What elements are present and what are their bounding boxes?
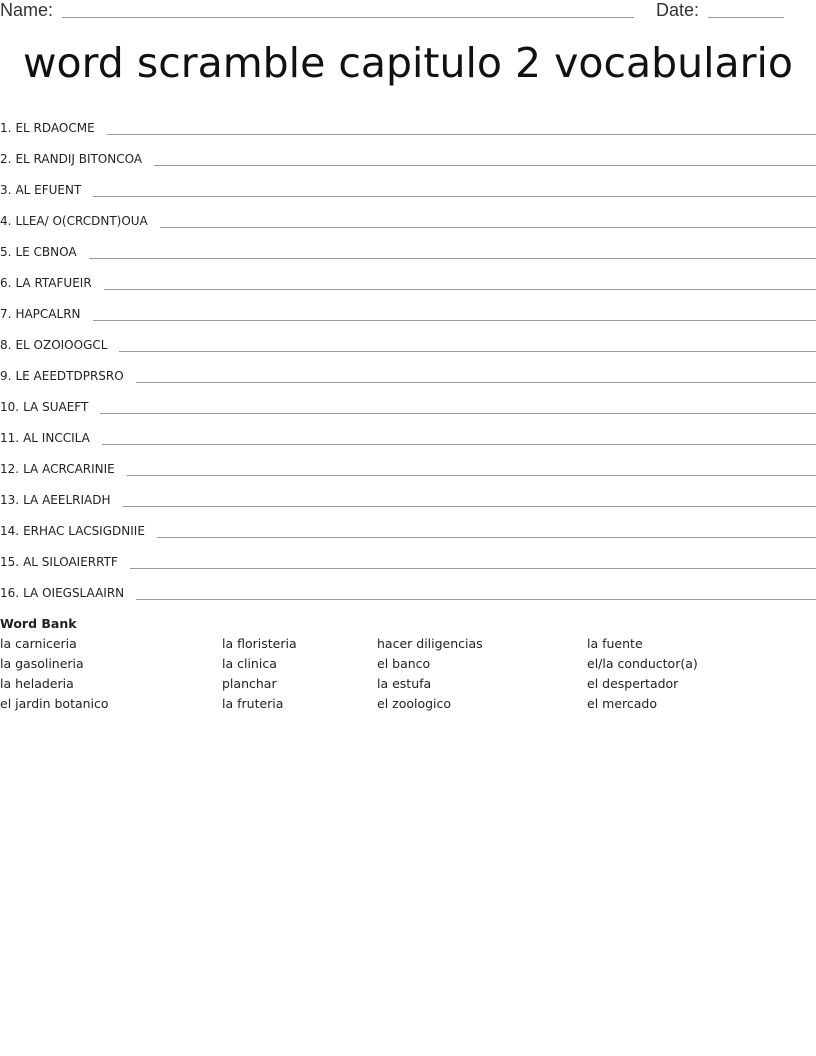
question-number: 16. [0, 586, 20, 600]
question-number: 12. [0, 462, 20, 476]
scrambled-word: LA RTAFUEIR [15, 276, 92, 290]
word-bank-entry: el banco [377, 656, 431, 671]
answer-line[interactable] [102, 443, 816, 445]
answer-line[interactable] [130, 567, 816, 569]
word-bank-entry: el/la conductor(a) [587, 656, 698, 671]
question-number: 7. [0, 307, 12, 321]
worksheet-header [0, 0, 816, 22]
question-row [0, 575, 816, 606]
question-row [0, 544, 816, 575]
scrambled-word: LE AEEDTDPRSRO [15, 369, 124, 383]
word-bank-row [0, 695, 816, 715]
answer-line[interactable] [123, 505, 816, 507]
question-number: 6. [0, 276, 12, 290]
answer-line[interactable] [107, 133, 816, 135]
question-number: 3. [0, 183, 12, 197]
scrambled-word: AL EFUENT [15, 183, 82, 197]
word-bank-entry: el mercado [587, 696, 657, 711]
question-row [0, 234, 816, 265]
question-number: 2. [0, 152, 12, 166]
answer-line[interactable] [157, 536, 816, 538]
answer-line[interactable] [127, 474, 816, 476]
question-row [0, 172, 816, 203]
scrambled-word: LLEA/ O(CRCDNT)OUA [15, 214, 148, 228]
question-number: 4. [0, 214, 12, 228]
question-number: 15. [0, 555, 20, 569]
answer-line[interactable] [154, 164, 816, 166]
answer-line[interactable] [104, 288, 816, 290]
question-list [0, 110, 816, 606]
question-row [0, 110, 816, 141]
question-number: 9. [0, 369, 12, 383]
word-bank-entry: la carniceria [0, 636, 77, 651]
word-bank-entry: la estufa [377, 676, 432, 691]
word-bank-entry: el zoologico [377, 696, 452, 711]
scrambled-word: EL RANDIJ BITONCOA [15, 152, 143, 166]
word-bank-entry: hacer diligencias [377, 636, 483, 651]
scrambled-word: EL RDAOCME [15, 121, 95, 135]
scrambled-word: HAPCALRN [15, 307, 81, 321]
word-bank-title: Word Bank [0, 616, 77, 631]
scrambled-word: LA OIEGSLAAIRN [23, 586, 125, 600]
question-number: 13. [0, 493, 20, 507]
answer-line[interactable] [93, 319, 816, 321]
question-number: 14. [0, 524, 20, 538]
date-label: Date: [656, 0, 700, 20]
date-field-line[interactable] [708, 0, 784, 18]
question-row [0, 265, 816, 296]
question-row [0, 296, 816, 327]
question-number: 11. [0, 431, 20, 445]
question-row [0, 203, 816, 234]
name-label: Name: [0, 0, 54, 20]
word-bank-entry: el jardin botanico [0, 696, 109, 711]
question-number: 1. [0, 121, 12, 135]
worksheet-title: word scramble capitulo 2 vocabulario [23, 39, 793, 87]
scrambled-word: LA AEELRIADH [23, 493, 111, 507]
answer-line[interactable] [160, 226, 816, 228]
scrambled-word: LA SUAEFT [23, 400, 89, 414]
question-row [0, 141, 816, 172]
scrambled-word: AL INCCILA [23, 431, 90, 445]
answer-line[interactable] [89, 257, 816, 259]
question-row [0, 420, 816, 451]
word-bank-row [0, 655, 816, 675]
question-row [0, 358, 816, 389]
answer-line[interactable] [136, 381, 816, 383]
question-number: 8. [0, 338, 12, 352]
answer-line[interactable] [100, 412, 816, 414]
word-bank-entry: la fuente [587, 636, 643, 651]
scrambled-word: LA ACRCARINIE [23, 462, 115, 476]
scrambled-word: AL SILOAIERRTF [23, 555, 118, 569]
question-row [0, 451, 816, 482]
word-bank-entry: la clinica [222, 656, 277, 671]
question-row [0, 389, 816, 420]
question-number: 10. [0, 400, 20, 414]
word-bank-entry: la gasolineria [0, 656, 84, 671]
word-bank [0, 615, 816, 715]
word-bank-entry: el despertador [587, 676, 679, 691]
scrambled-word: LE CBNOA [15, 245, 77, 259]
word-bank-row [0, 675, 816, 695]
word-bank-row [0, 635, 816, 655]
answer-line[interactable] [136, 598, 816, 600]
question-row [0, 513, 816, 544]
word-bank-entry: la floristeria [222, 636, 297, 651]
scrambled-word: ERHAC LACSIGDNIIE [23, 524, 145, 538]
word-bank-entry: la heladeria [0, 676, 74, 691]
name-field-line[interactable] [62, 0, 634, 18]
word-bank-entry: planchar [222, 676, 277, 691]
scrambled-word: EL OZOIOOGCL [15, 338, 108, 352]
word-bank-entry: la fruteria [222, 696, 284, 711]
question-number: 5. [0, 245, 12, 259]
question-row [0, 482, 816, 513]
answer-line[interactable] [93, 195, 816, 197]
answer-line[interactable] [119, 350, 816, 352]
question-row [0, 327, 816, 358]
